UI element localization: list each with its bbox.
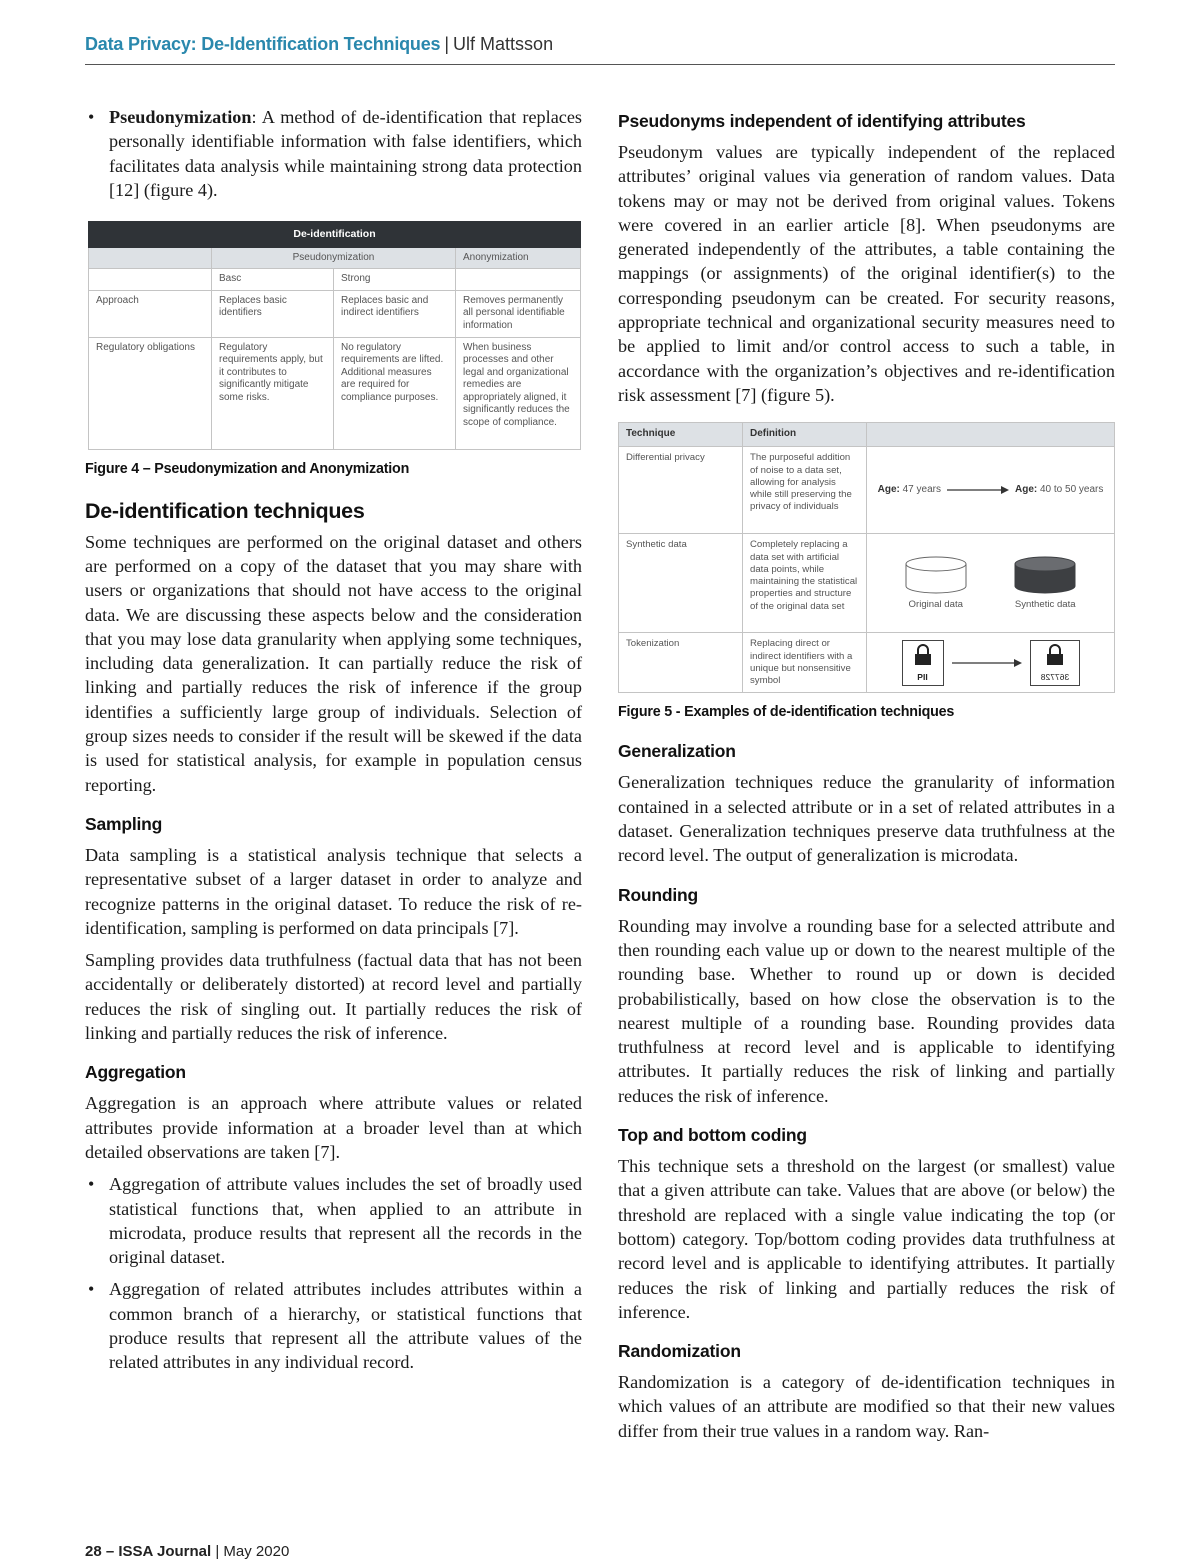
- figure-5-definition: Replacing direct or indirect identifiers with a unique but nonsensitive symbol: [743, 633, 867, 693]
- figure-4-group-pseudonymization: Pseudonymization: [212, 247, 456, 269]
- pii-box: [902, 640, 944, 686]
- figure-4-cell-strong: Replaces basic and indirect identifiers: [334, 290, 456, 337]
- figure-4-caption: Figure 4 – Pseudonymization and Anonymization: [85, 460, 410, 477]
- right-column: [618, 105, 1115, 1443]
- age-from-label: Age: 47 years: [877, 484, 941, 496]
- aggregation-bullet: • Aggregation of attribute values includes the set of broadly used statistical functions that, when applied to an attribute in microdata, produce results that represent all the records in the original dataset.: [85, 1172, 582, 1269]
- figure-4-table: [88, 221, 581, 450]
- arrow-right-icon: [947, 485, 1009, 495]
- aggregation-paragraph: Aggregation is an approach where attribute values or related attributes provide information at a broader level than at which detailed observations are taken [7].: [85, 1093, 582, 1162]
- pseudonyms-paragraph: Pseudonym values are typically independent of the replaced attributes’ original values via generation of random values. Data tokens may or may not be derived from original values. Tokens were covered in an earlier article [8]. When pseudonyms are generated independently of the attributes, a table containing the mappings (or assignments) of the original identifier(s) to the corresponding pseudonym can be created. For security reasons, appropriate technical and organizational security measures need to be applied to limit and/or control access to such a table, in accordance with the organization’s objectives and re-identification risk assessment [7] (figure 5).: [618, 142, 1115, 405]
- header-author: Ulf Mattsson: [453, 34, 554, 54]
- figure-5-col-visual: [867, 423, 1115, 447]
- pseudonymization-bullet: [85, 105, 582, 202]
- aggregation-bullet: • Aggregation of related attributes includes attributes within a common branch of a hierarchy, or statistical functions that produce results that represent all the attribute values of the related attributes in any individual record.: [85, 1277, 582, 1374]
- figure-5-visual-tokenization: [867, 633, 1115, 693]
- footer-page: 28 – ISSA Journal: [85, 1543, 212, 1560]
- pseudonyms-heading: Pseudonyms independent of identifying attributes: [618, 111, 1026, 131]
- pseudonymization-term: Pseudonymization: [109, 107, 252, 127]
- footer-separator: |: [215, 1543, 220, 1560]
- figure-5-row-differential-privacy: [619, 447, 1115, 534]
- aggregation-bullet-list: [85, 1172, 582, 1374]
- deid-techniques-heading: De-identification techniques: [85, 498, 365, 523]
- sampling-heading: Sampling: [85, 813, 163, 834]
- topbottom-paragraph: This technique sets a threshold on the largest (or smallest) value that a given attribute can take. Values that are above (or below) the threshold are replaced with a single value indicating the top (or bottom) category. Top/bottom coding provides data truthfulness at record level and is applicable to identifying attributes. It partially reduces the risk of linking and partially reduces the risk of inference.: [618, 1156, 1115, 1322]
- aggregation-heading: Aggregation: [85, 1062, 186, 1083]
- figure-4-cell-basic: Regulatory requirements apply, but it contributes to significantly mitigate some risks.: [212, 337, 334, 449]
- intro-bullet-list: [85, 105, 582, 202]
- synthetic-database-icon: [1013, 555, 1077, 595]
- page-footer: [85, 1543, 289, 1560]
- running-header: [85, 34, 1115, 65]
- figure-4-row-approach: [89, 290, 581, 337]
- left-column: [85, 105, 582, 1375]
- figure-4-cell-anon: When business processes and other legal and organizational remedies are appropriately aligned, it significantly reduces the scope of compliance.: [456, 337, 581, 449]
- figure-5-caption: Figure 5 - Examples of de-identification techniques: [618, 704, 955, 721]
- figure-5-row-synthetic-data: [619, 534, 1115, 633]
- figure-4-cell-strong: No regulatory requirements are lifted. Additional measures are required for compliance purposes.: [334, 337, 456, 449]
- randomization-heading: Randomization: [618, 1341, 741, 1362]
- header-title: Data Privacy: De-Identification Techniques: [85, 34, 441, 54]
- figure-4-row-label: Regulatory obligations: [89, 337, 212, 449]
- figure-5-definition: The purposeful addition of noise to a data set, allowing for analysis while still preserving the privacy of individuals: [743, 447, 867, 534]
- header-separator: |: [444, 34, 450, 54]
- figure-4-sub-strong: Strong: [334, 269, 456, 291]
- rounding-paragraph: Rounding may involve a rounding base for a selected attribute and then rounding each value up or down to the nearest multiple of the rounding base. Whether to round up or down is decided probabilistically, based on how close the observation is to the nearest multiple of a rounding base. Rounding provides data truthfulness at record level and is applicable to identifying attributes. It partially reduces the risk of linking and partially reduces the risk of inference.: [618, 915, 1115, 1106]
- figure-5-visual-age: [867, 447, 1115, 534]
- figure-5-row-tokenization: [619, 633, 1115, 693]
- figure-4-row-regulatory: [89, 337, 581, 449]
- footer-date: May 2020: [223, 1543, 290, 1560]
- figure-5-technique: Tokenization: [619, 633, 743, 693]
- figure-5-col-technique: Technique: [619, 423, 743, 447]
- sampling-paragraph-1: Data sampling is a statistical analysis technique that selects a representative subset of a larger dataset in order to analyze and recognize patterns in the original dataset. To reduce the risk of re-identification, sampling is performed on data principals [7].: [85, 844, 582, 938]
- synthetic-data-label: Synthetic data: [1014, 599, 1076, 611]
- rounding-heading: Rounding: [618, 884, 699, 905]
- sampling-paragraph-2: Sampling provides data truthfulness (factual data that has not been accidentally or deliberately distorted) at record level and partially reduces the risk of singling out. It partially reduces the risk of linking and partially reduces the risk of inference.: [85, 950, 582, 1044]
- figure-4-sub-basic: Basc: [212, 269, 334, 291]
- figure-4-empty-cell: [456, 269, 581, 291]
- arrow-right-icon: [952, 658, 1022, 668]
- figure-4-cell-anon: Removes permanently all personal identifiable information: [456, 290, 581, 337]
- token-box: [1030, 640, 1080, 686]
- lock-icon: [1045, 644, 1065, 666]
- figure-5-visual-synthetic: [867, 534, 1115, 633]
- figure-4-group-anonymization: Anonymization: [456, 247, 581, 269]
- figure-5-table: [618, 422, 1115, 693]
- synthetic-data-figure: [1013, 555, 1077, 612]
- age-to-label: Age: 40 to 50 years: [1014, 484, 1104, 496]
- original-data-figure: [904, 555, 968, 612]
- original-database-icon: [904, 555, 968, 595]
- lock-icon: [913, 644, 933, 666]
- pseudonymization-definition: : A method of de-identification that replaces personally identifiable information with false identifiers, which facilitates data analysis while maintaining strong data protection [12] (figure 4).: [109, 107, 582, 200]
- generalization-paragraph: Generalization techniques reduce the granularity of information contained in a selected attribute or in a set of related attributes in a dataset. Generalization techniques preserve data truthfulness at the record level. The output of generalization is microdata.: [618, 772, 1115, 866]
- figure-5-technique: Differential privacy: [619, 447, 743, 534]
- topbottom-heading: Top and bottom coding: [618, 1125, 807, 1146]
- randomization-paragraph: Randomization is a category of de-identification techniques in which values of an attribute are modified so that their new values differ from their true values in a random way. Ran-: [618, 1372, 1115, 1441]
- figure-4-empty-cell: [89, 247, 212, 269]
- figure-5-definition: Completely replacing a data set with artificial data points, while maintaining the statistical properties and structure of the original data set: [743, 534, 867, 633]
- original-data-label: Original data: [908, 599, 963, 611]
- pii-label: PII: [917, 671, 928, 682]
- figure-4-cell-basic: Replaces basic identifiers: [212, 290, 334, 337]
- figure-4-row-label: Approach: [89, 290, 212, 337]
- figure-5-technique: Synthetic data: [619, 534, 743, 633]
- figure-4-title: De-identification: [89, 222, 581, 248]
- figure-5-col-definition: Definition: [743, 423, 867, 447]
- figure-4-empty-cell: [89, 269, 212, 291]
- deid-techniques-paragraph: Some techniques are performed on the original dataset and others are performed on a copy of the dataset that you may share with users or organizations that should not have access to the original data. We are discussing these aspects below and the consideration that you may lose data granularity when applying some techniques, including data generalization. It can partially reduce the risk of linking and partially reduces the risk of inference if the group identifies a sufficiently large group of individuals. Selection of group sizes needs to consider if the result will be skewed if the data is used for statistical analysis, for example in population census reporting.: [85, 531, 582, 795]
- token-label: 367728: [1040, 671, 1069, 682]
- generalization-heading: Generalization: [618, 741, 736, 762]
